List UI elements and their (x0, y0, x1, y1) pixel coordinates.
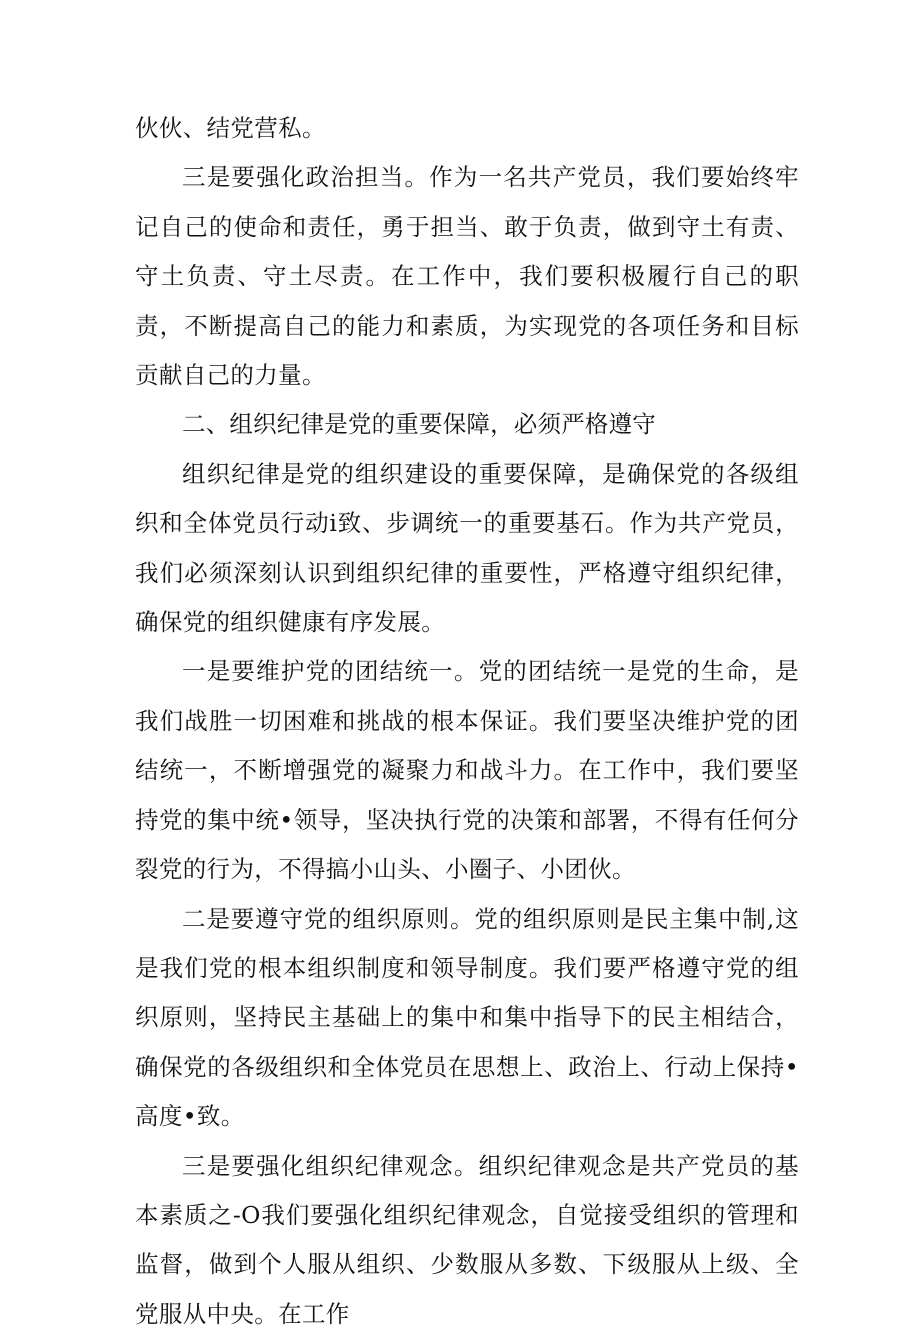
paragraph-political-responsibility: 三是要强化政治担当。作为一名共产党员，我们要始终牢记自己的使命和责任，勇于担当、敢于负责，做到守土有责、守土负责、守土尽责。在工作中，我们要积极履行自己的职责，不断提高自己的能力和素质，为实现党的各项任务和目标贡献自己的力量。 (135, 163, 799, 390)
paragraph-party-unity: 一是要维护党的团结统一。党的团结统一是党的生命，是我们战胜一切困难和挑战的根本保证。我们要坚决维护党的团结统一，不断增强党的凝聚力和战斗力。在工作中，我们要坚持党的集中统•领导，坚决执行党的决策和部署，不得有任何分裂党的行为，不得搞小山头、小圈子、小团伙。 (135, 657, 799, 884)
paragraph-organizational-principles: 二是要遵守党的组织原则。党的组织原则是民主集中制,这是我们党的根本组织制度和领导制度。我们要严格遵守党的组织原则，坚持民主基础上的集中和集中指导下的民主相结合，确保党的各级组织和全体党员在思想上、政治上、行动上保持•高度•致。 (135, 904, 799, 1131)
document-body (135, 104, 799, 1339)
paragraph-discipline-intro: 组织纪律是党的组织建设的重要保障，是确保党的各级组织和全体党员行动i致、步调统一的重要基石。作为共产党员，我们必须深刻认识到组织纪律的重要性，严格遵守组织纪律，确保党的组织健康有序发展。 (135, 459, 799, 637)
paragraph-discipline-awareness: 三是要强化组织纪律观念。组织纪律观念是共产党员的基本素质之-O我们要强化组织纪律观念，自觉接受组织的管理和监督，做到个人服从组织、少数服从多数、下级服从上级、全党服从中央。在工作 (135, 1151, 799, 1328)
section-heading-organizational-discipline: 二、组织纪律是党的重要保障，必须严格遵守 (182, 410, 656, 439)
paragraph-continuation: 伙伙、结党营私。 (135, 114, 326, 142)
